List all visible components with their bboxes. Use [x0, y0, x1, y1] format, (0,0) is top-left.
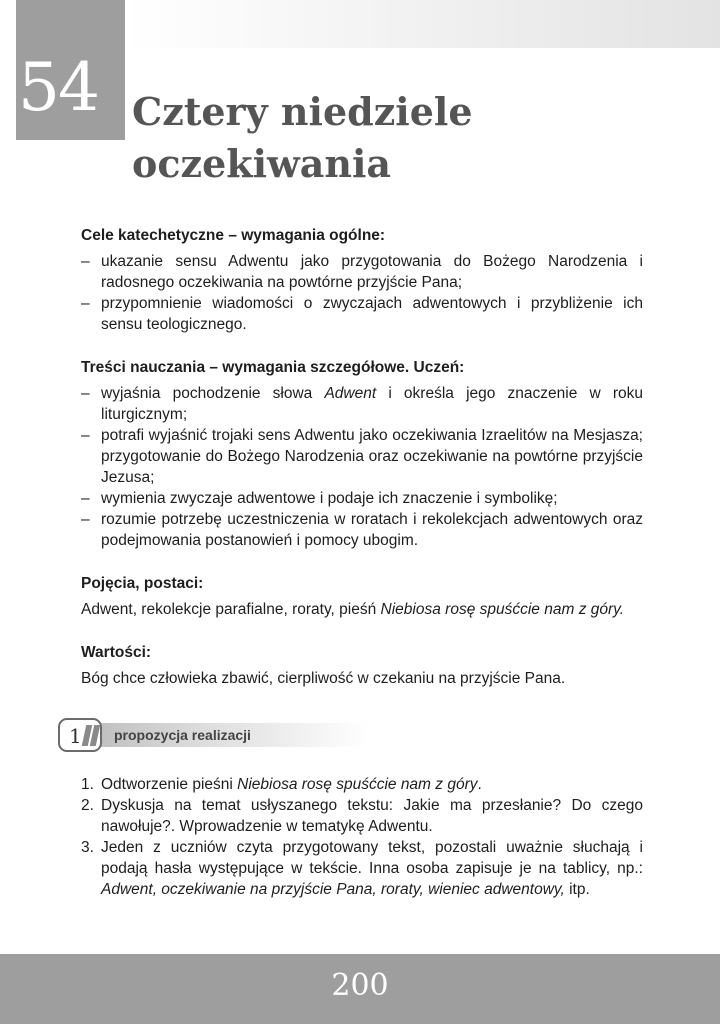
step-emphasis: Niebiosa rosę spuśćcie nam z góry	[237, 776, 478, 793]
list-item	[81, 293, 643, 335]
list-item-text: rozumie potrzebę uczestniczenia w roratach i rekolekcjach adwentowych oraz podejmowania postanowień i pomocy ubogim.	[101, 511, 643, 549]
dash-marker: –	[81, 253, 90, 270]
list-item	[81, 251, 643, 293]
step-text: itp.	[564, 881, 590, 898]
list-item	[81, 795, 643, 837]
values-section	[81, 642, 643, 689]
steps-list	[81, 774, 643, 900]
dash-marker: –	[81, 427, 90, 444]
chapter-title-line-1: Cztery niedziele	[132, 89, 473, 134]
list-item-text: i określa jego znaczenie w roku liturgicznym;	[101, 385, 643, 423]
list-item	[81, 383, 643, 425]
list-item-text: wymienia zwyczaje adwentowe i podaje ich znaczenie i symbolikę;	[101, 490, 558, 507]
concepts-text	[81, 599, 643, 620]
dash-marker: –	[81, 490, 90, 507]
goals-heading: Cele katechetyczne – wymagania ogólne:	[81, 227, 386, 244]
step-text: Odtworzenie pieśni	[101, 776, 238, 793]
dash-marker: –	[81, 511, 90, 528]
list-item-text: wyjaśnia pochodzenie słowa	[101, 385, 325, 402]
chapter-title-line-2: oczekiwania	[132, 141, 392, 186]
step-number: 2.	[81, 797, 94, 814]
proposal-number-icon	[58, 718, 102, 752]
dash-marker: –	[81, 295, 90, 312]
values-heading: Wartości:	[81, 644, 152, 661]
step-number: 3.	[81, 839, 94, 856]
step-number: 1.	[81, 776, 94, 793]
list-item-text: ukazanie sensu Adwentu jako przygotowania do Bożego Narodzenia i radosnego oczekiwania na powtórne przyjście Pana;	[101, 253, 643, 291]
list-item	[81, 509, 643, 551]
goals-section	[81, 225, 643, 335]
list-item	[81, 774, 643, 795]
list-item-text: potrafi wyjaśnić trojaki sens Adwentu jako oczekiwania Izraelitów na Mesjasza; przygotowanie do Bożego Narodzenia oraz oczekiwanie na powtórne przyjście Jezusa;	[101, 427, 643, 486]
proposal-label: propozycja realizacji	[114, 727, 251, 743]
contents-list	[81, 383, 643, 551]
concepts-text-plain: Adwent, rekolekcje parafialne, roraty, pieśń	[81, 601, 381, 618]
lesson-content	[81, 225, 643, 711]
contents-heading: Treści nauczania – wymagania szczegółowe. Uczeń:	[81, 359, 465, 376]
step-text: Dyskusja na temat usłyszanego tekstu: Jakie ma przesłanie? Do czego nawołuje?. Wprowadzenie w tematykę Adwentu.	[101, 797, 643, 835]
step-text: .	[477, 776, 482, 793]
list-item	[81, 488, 643, 509]
chapter-title	[132, 86, 692, 190]
list-item-text: przypomnienie wiadomości o zwyczajach adwentowych i przybliżenie ich sensu teologicznego.	[101, 295, 643, 333]
concepts-section	[81, 573, 643, 620]
chapter-number: 54	[18, 49, 98, 126]
list-item	[81, 837, 643, 900]
contents-section	[81, 357, 643, 551]
concepts-text-emphasis: Niebiosa rosę spuśćcie nam z góry.	[380, 601, 625, 618]
step-emphasis: Adwent, oczekiwanie na przyjście Pana, roraty, wieniec adwentowy,	[101, 881, 565, 898]
goals-list	[81, 251, 643, 335]
proposal-header	[58, 718, 368, 752]
page-number: 200	[331, 968, 389, 1003]
page-footer	[0, 954, 720, 1024]
list-item	[81, 425, 643, 488]
concepts-heading: Pojęcia, postaci:	[81, 575, 204, 592]
proposal-number: 1	[69, 724, 82, 748]
header-gradient-band	[125, 0, 720, 48]
step-text: Jeden z uczniów czyta przygotowany tekst, pozostali uważnie słuchają i podają hasła występujące w tekście. Inna osoba zapisuje je na tablicy, np.:	[101, 839, 643, 877]
dash-marker: –	[81, 385, 90, 402]
values-text: Bóg chce człowieka zbawić, cierpliwość w czekaniu na przyjście Pana.	[81, 670, 566, 687]
list-item-emphasis: Adwent	[324, 385, 377, 402]
